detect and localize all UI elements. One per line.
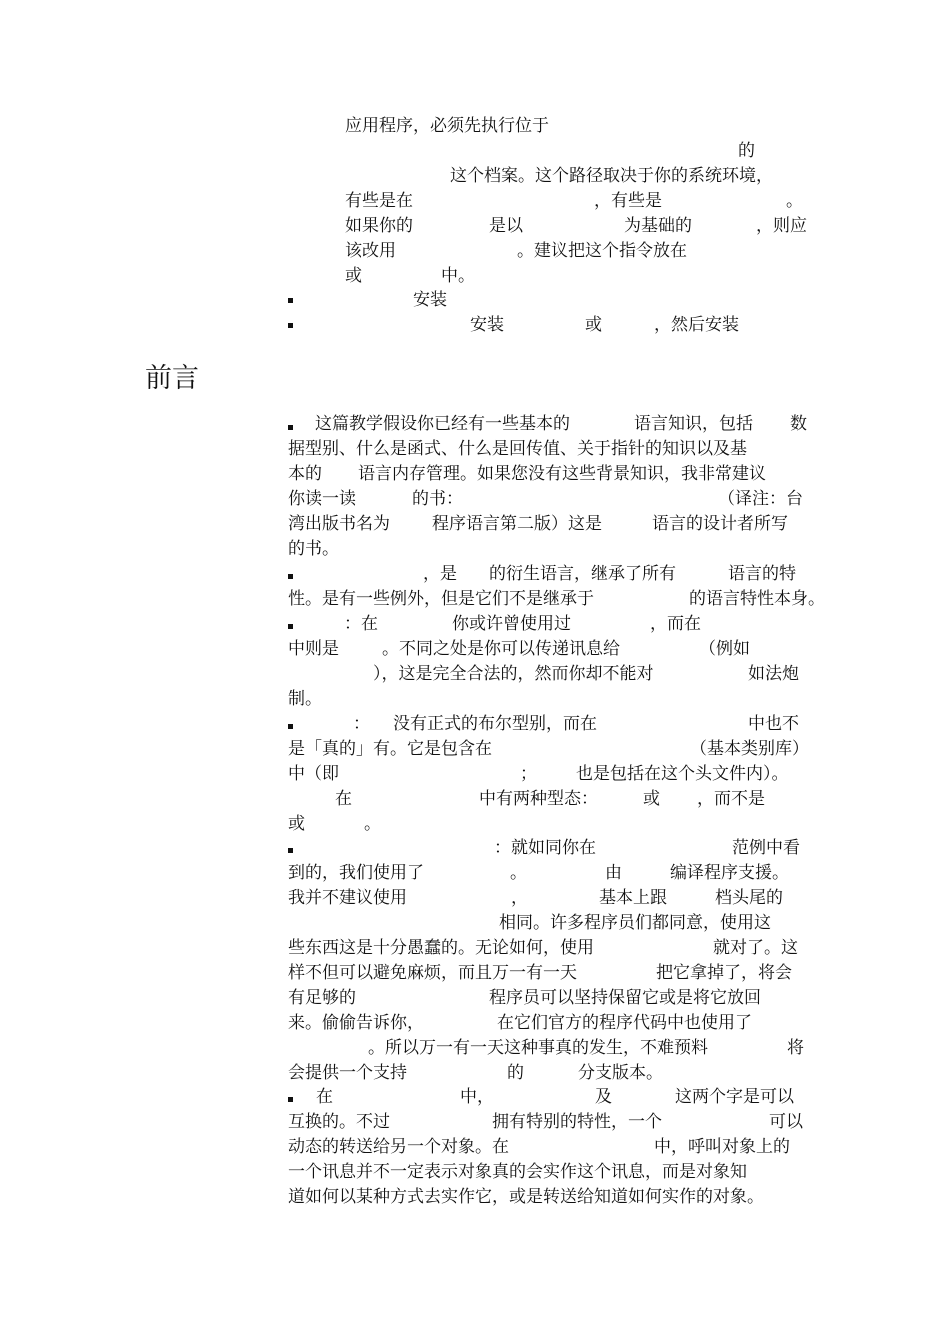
- text-line: ：在: [344, 614, 378, 634]
- text-line: 语言知识，包括: [634, 414, 753, 434]
- text-line: 制。: [288, 689, 322, 709]
- text-line: 应用程序，必须先执行位于: [345, 116, 549, 136]
- text-line: 。: [786, 191, 803, 211]
- text-line: 的书：: [412, 489, 463, 509]
- text-line: 如果你的: [345, 216, 413, 236]
- text-line: 据型别、什么是函式、什么是回传值、关于指针的知识以及基: [288, 439, 747, 459]
- text-line: ，有些是: [594, 191, 662, 211]
- text-line: 范例中看: [732, 838, 800, 858]
- text-line: 或: [288, 814, 305, 834]
- bullet-icon: [288, 724, 293, 729]
- text-line: 这两个字是可以: [675, 1087, 794, 1107]
- text-line: 到的，我们使用了: [288, 863, 424, 883]
- text-line: 中（即: [288, 764, 339, 784]
- text-line: 为基础的: [624, 216, 692, 236]
- text-line: 的: [738, 141, 755, 161]
- text-line: 的书。: [288, 539, 339, 559]
- text-line: 本的: [288, 464, 322, 484]
- text-line: 我并不建议使用: [288, 888, 407, 908]
- text-line: 湾出版书名为: [288, 514, 390, 534]
- section-heading: 前言: [145, 363, 199, 394]
- text-line: 这篇教学假设你已经有一些基本的: [315, 414, 570, 434]
- text-line: 有些是在: [345, 191, 413, 211]
- text-line: 把它拿掉了，将会: [656, 963, 792, 983]
- text-line: 道如何以某种方式去实作它，或是转送给知道如何实作的对象。: [288, 1187, 764, 1207]
- text-line: ，则应: [756, 216, 807, 236]
- text-line: 动态的转送给另一个对象。在: [288, 1137, 509, 1157]
- text-line: 程序语言第二版）这是: [432, 514, 602, 534]
- text-line: ；: [520, 764, 537, 784]
- text-line: 。: [510, 863, 527, 883]
- text-line: 在: [316, 1087, 333, 1107]
- text-line: ，而在: [650, 614, 701, 634]
- text-line: 有足够的: [288, 988, 356, 1008]
- text-line: 分支版本。: [578, 1063, 663, 1083]
- text-line: 。所以万一有一天这种事真的发生，不难预料: [368, 1038, 708, 1058]
- text-line: 程序员可以坚持保留它或是将它放回: [489, 988, 761, 1008]
- text-line: 你读一读: [288, 489, 356, 509]
- text-line: 数: [790, 414, 807, 434]
- bullet-icon: [288, 298, 293, 303]
- text-line: 没有正式的布尔型别，而在: [393, 714, 597, 734]
- text-line: 也是包括在这个头文件内）。: [576, 764, 789, 784]
- text-line: 你或许曾使用过: [452, 614, 571, 634]
- bullet-icon: [288, 1097, 293, 1102]
- bullet-icon: [288, 425, 293, 430]
- text-line: ，而不是: [697, 789, 765, 809]
- text-line: （例如: [699, 639, 750, 659]
- bullet-icon: [288, 624, 293, 629]
- text-line: 语言的特: [728, 564, 796, 584]
- text-line: 语言的设计者所写: [652, 514, 788, 534]
- text-line: 是以: [489, 216, 523, 236]
- text-line: ，: [511, 888, 528, 908]
- bullet-icon: [288, 574, 293, 579]
- text-line: 安装: [413, 290, 447, 310]
- text-line: 样不但可以避免麻烦，而且万一有一天: [288, 963, 577, 983]
- text-line: 将: [787, 1038, 804, 1058]
- text-line: 是「真的」有。它是包含在: [288, 739, 492, 759]
- text-line: 一个讯息并不一定表示对象真的会实作这个讯息，而是对象知: [288, 1162, 747, 1182]
- text-line: 就对了。这: [713, 938, 798, 958]
- text-line: 互换的。不过: [288, 1112, 390, 1132]
- text-line: 来。偷偷告诉你，: [288, 1013, 424, 1033]
- text-line: 或: [643, 789, 660, 809]
- text-line: （译注：台: [718, 489, 803, 509]
- text-line: 的语言特性本身。: [689, 589, 825, 609]
- text-line: 及: [595, 1087, 612, 1107]
- text-line: 的衍生语言，继承了所有: [489, 564, 676, 584]
- text-line: ），这是完全合法的，然而你却不能对: [373, 664, 654, 684]
- text-line: 如法炮: [748, 664, 799, 684]
- text-line: 性。是有一些例外，但是它们不是继承于: [288, 589, 594, 609]
- text-line: ，是: [423, 564, 457, 584]
- text-line: 该改用: [345, 241, 396, 261]
- text-line: ：: [353, 714, 370, 734]
- text-line: 可以: [769, 1112, 803, 1132]
- text-line: 拥有特别的特性，一个: [492, 1112, 662, 1132]
- text-line: 语言内存管理。如果您没有这些背景知识，我非常建议: [358, 464, 766, 484]
- bullet-icon: [288, 323, 293, 328]
- text-line: 在它们官方的程序代码中也使用了: [497, 1013, 752, 1033]
- text-line: 或: [345, 266, 362, 286]
- text-line: 。不同之处是你可以传递讯息给: [382, 639, 620, 659]
- text-line: 中有两种型态：: [479, 789, 598, 809]
- text-line: 中则是: [288, 639, 339, 659]
- text-line: 中也不: [748, 714, 799, 734]
- text-line: 中，: [460, 1087, 494, 1107]
- text-line: 安装: [470, 315, 504, 335]
- text-line: 在: [335, 789, 352, 809]
- text-line: ：就如同你在: [494, 838, 596, 858]
- text-line: 。建议把这个指令放在: [517, 241, 687, 261]
- text-line: 中。: [441, 266, 475, 286]
- bullet-icon: [288, 848, 293, 853]
- text-line: 些东西这是十分愚蠢的。无论如何，使用: [288, 938, 594, 958]
- text-line: 这个档案。这个路径取决于你的系统环境，: [450, 166, 773, 186]
- text-line: 基本上跟: [599, 888, 667, 908]
- text-line: 由: [605, 863, 622, 883]
- text-line: 档头尾的: [715, 888, 783, 908]
- text-line: 。: [364, 814, 381, 834]
- text-line: 的: [507, 1063, 524, 1083]
- text-line: 会提供一个支持: [288, 1063, 407, 1083]
- text-line: 相同。许多程序员们都同意，使用这: [499, 913, 771, 933]
- text-line: 中，呼叫对象上的: [654, 1137, 790, 1157]
- text-line: ，然后安装: [654, 315, 739, 335]
- text-line: 编译程序支援。: [670, 863, 789, 883]
- text-line: （基本类别库）: [690, 739, 809, 759]
- text-line: 或: [585, 315, 602, 335]
